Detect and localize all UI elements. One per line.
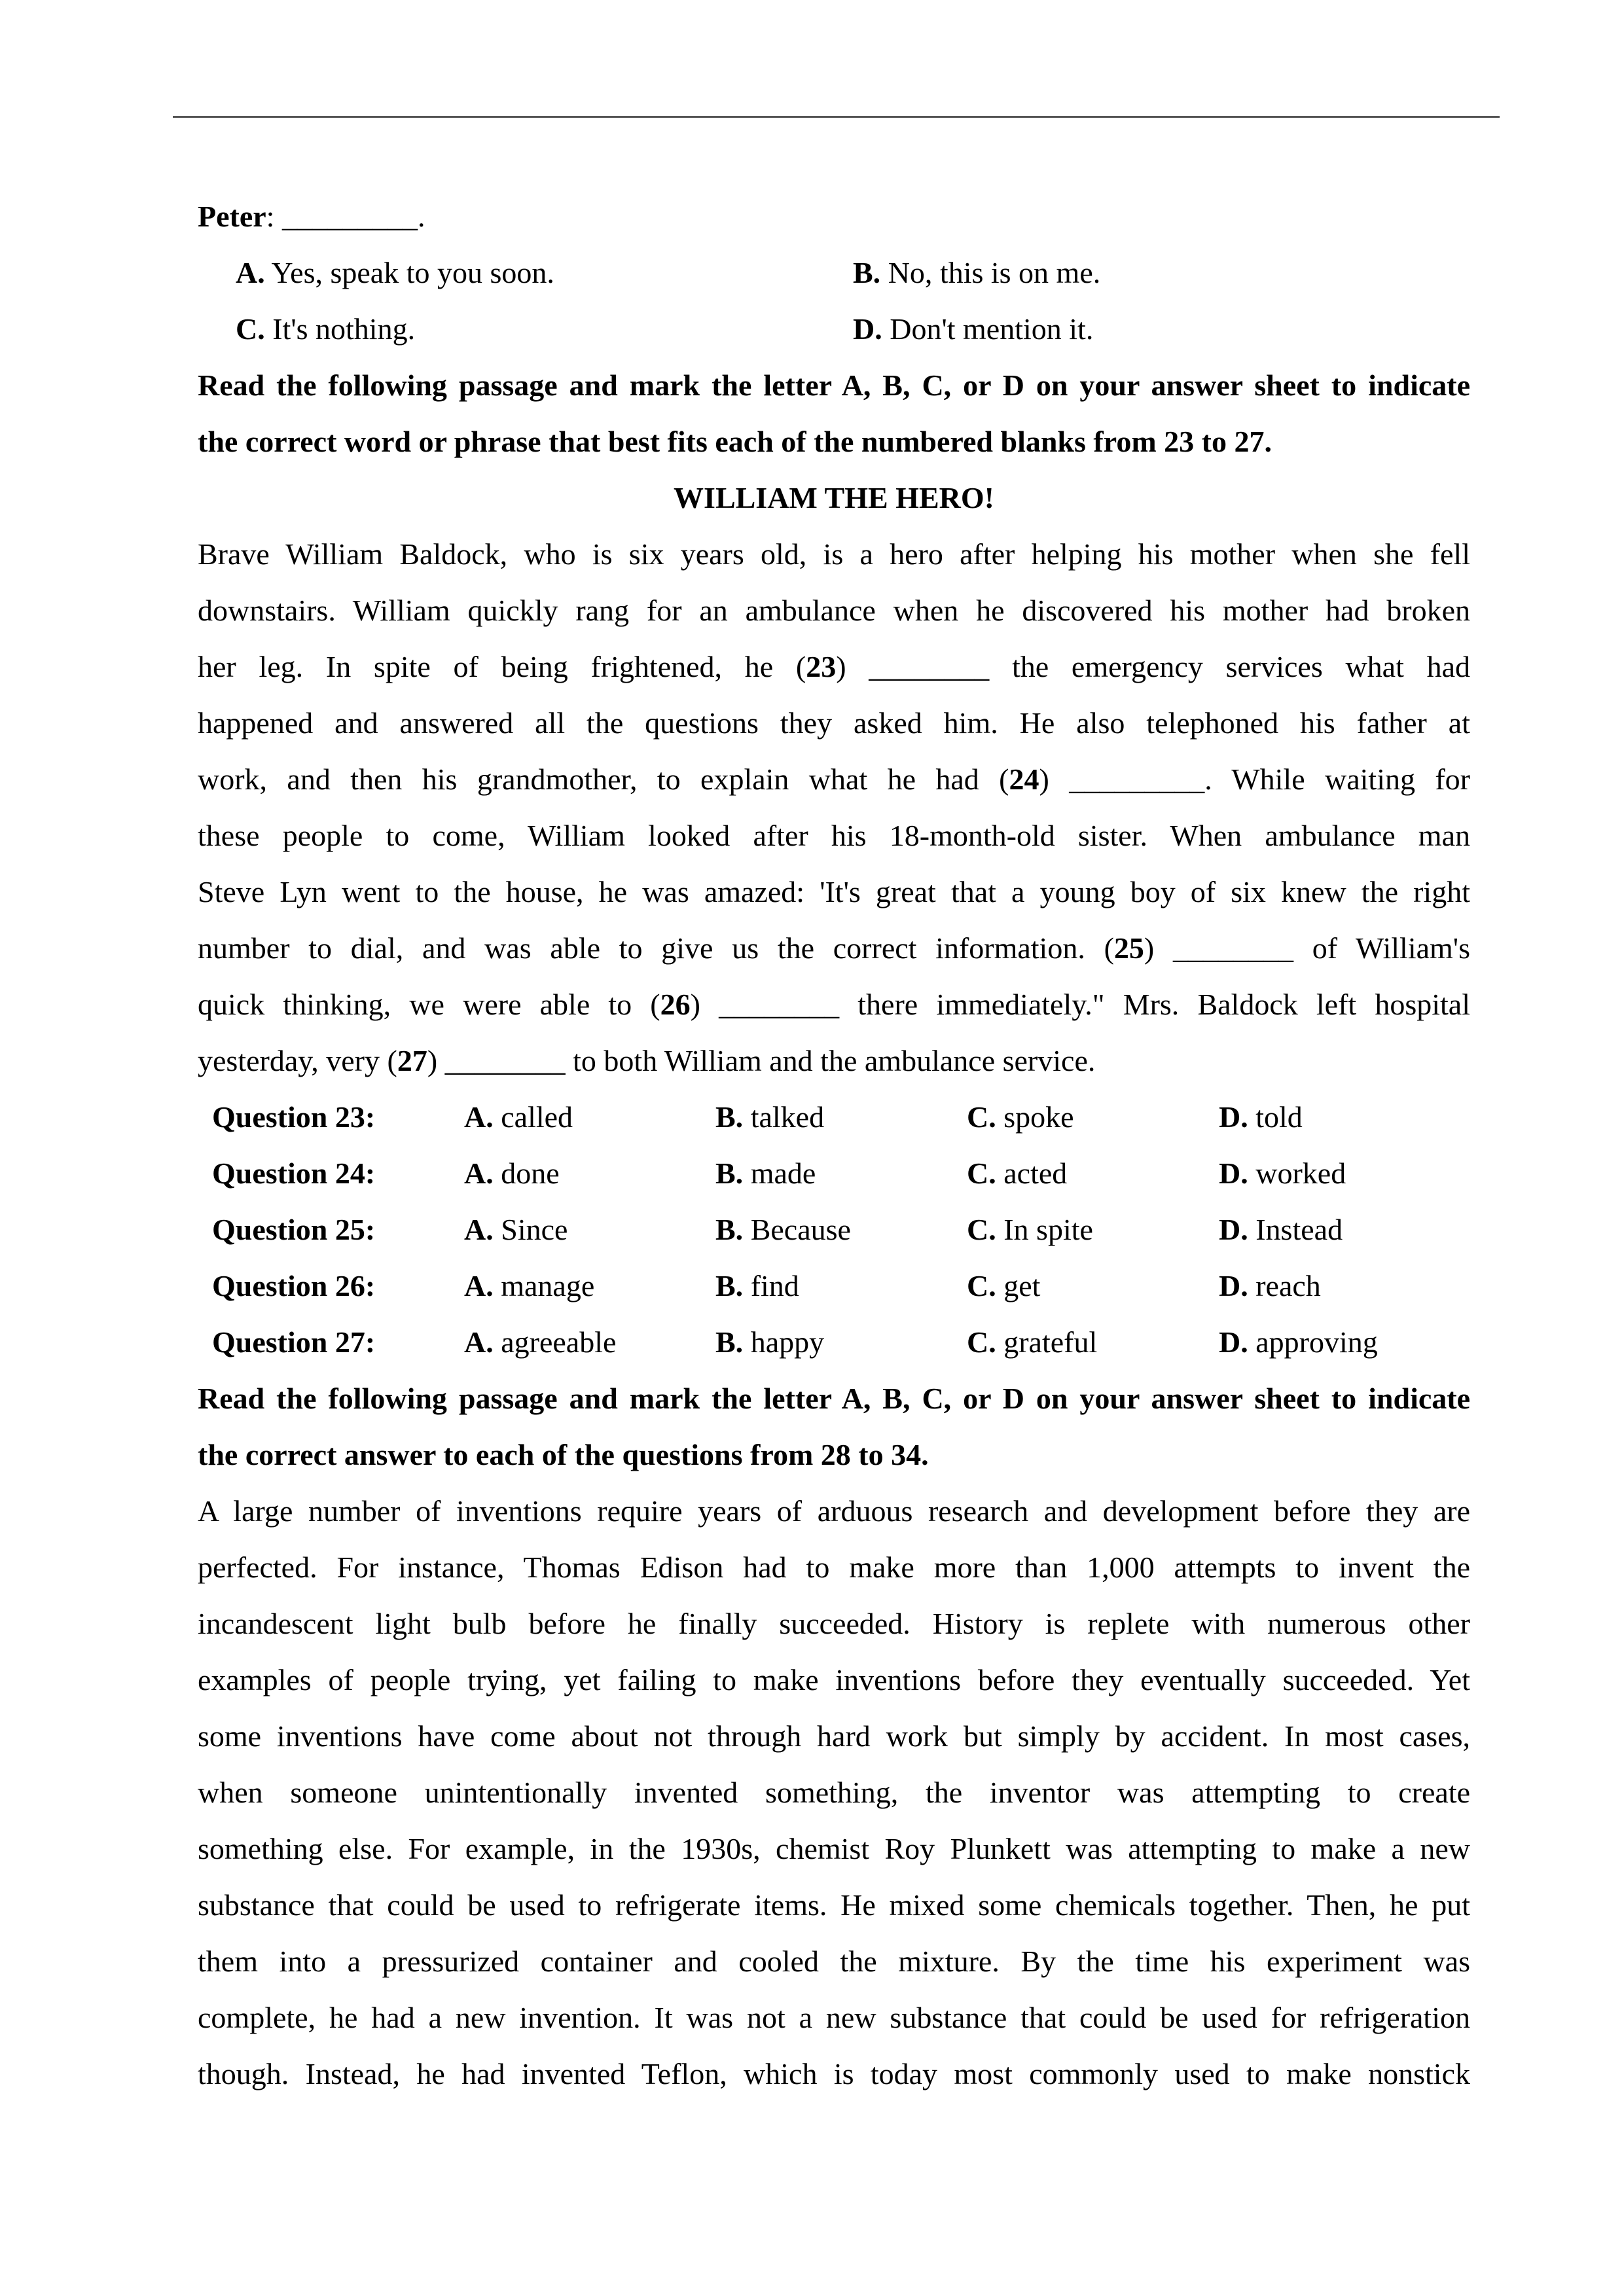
answer-option xyxy=(715,1314,824,1371)
passage-title: WILLIAM THE HERO! xyxy=(674,481,994,514)
question-table xyxy=(198,1089,1470,1371)
passage-line: them into a pressurized container and cooled the mixture. By the time his experiment was xyxy=(198,1945,1470,1978)
passage-line: some inventions have come about not through hard work but simply by accident. In most cases, xyxy=(198,1719,1470,1753)
passage-line: perfected. For instance, Thomas Edison had to make more than 1,000 attempts to invent the xyxy=(198,1551,1470,1584)
passage-2 xyxy=(198,1483,1470,2102)
passage-line xyxy=(198,695,1470,751)
passage-text: ) ________ the emergency services what had xyxy=(836,650,1470,683)
option-text: manage xyxy=(501,1269,595,1302)
answer-option xyxy=(464,1145,560,1202)
instruction-line: Read the following passage and mark the letter A, B, C, or D on your answer sheet to indicate xyxy=(198,1382,1470,1415)
option-text: agreeable xyxy=(501,1325,617,1359)
question-row xyxy=(198,1202,1470,1258)
blank-number: 24 xyxy=(1009,762,1039,796)
answer-option xyxy=(464,1202,568,1258)
question-row xyxy=(198,1145,1470,1202)
option-text: Since xyxy=(501,1213,568,1246)
answer-option xyxy=(715,1258,799,1314)
option-letter: A. xyxy=(464,1213,494,1246)
passage-line xyxy=(198,920,1470,977)
option-text: done xyxy=(501,1157,560,1190)
passage-text: her leg. In spite of being frightened, he ( xyxy=(198,650,806,683)
instruction-line: Read the following passage and mark the letter A, B, C, or D on your answer sheet to indicate xyxy=(198,368,1470,402)
answer-option xyxy=(464,1258,594,1314)
option-text: reach xyxy=(1255,1269,1321,1302)
option-letter: A. xyxy=(464,1100,494,1134)
passage-text: ) ________ of William's xyxy=(1144,931,1470,965)
option-a: Yes, speak to you soon. xyxy=(271,256,554,289)
passage-text: these people to come, William looked after his 18-month-old sister. When ambulance man xyxy=(198,819,1470,852)
options-row-cd: C. It's nothing. D. Don't mention it. xyxy=(236,312,1094,346)
option-text: find xyxy=(750,1269,799,1302)
option-text: talked xyxy=(750,1100,825,1134)
blank-number: 25 xyxy=(1113,931,1144,965)
option-text: get xyxy=(1003,1269,1041,1302)
passage-text: Brave William Baldock, who is six years old, is a hero after helping his mother when she fell xyxy=(198,537,1470,571)
answer-option xyxy=(967,1145,1067,1202)
page-content xyxy=(198,188,1470,2102)
option-letter: B. xyxy=(715,1325,744,1359)
option-text: Instead xyxy=(1255,1213,1343,1246)
answer-option xyxy=(1219,1145,1346,1202)
option-d: Don't mention it. xyxy=(890,312,1094,346)
answer-option xyxy=(967,1089,1074,1145)
answer-option xyxy=(464,1089,573,1145)
option-letter: A. xyxy=(464,1269,494,1302)
question-label: Question 24: xyxy=(212,1157,376,1190)
option-letter: B. xyxy=(715,1100,744,1134)
option-text: made xyxy=(750,1157,816,1190)
instruction-line: the correct answer to each of the questions from 28 to 34. xyxy=(198,1438,929,1471)
question-label: Question 23: xyxy=(212,1100,376,1134)
passage-line xyxy=(198,864,1470,920)
passage-line: though. Instead, he had invented Teflon, which is today most commonly used to make nonstick xyxy=(198,2057,1470,2090)
instruction-line: the correct word or phrase that best fits each of the numbered blanks from 23 to 27. xyxy=(198,425,1272,458)
question-label: Question 26: xyxy=(212,1269,376,1302)
question-row xyxy=(198,1089,1470,1145)
answer-option xyxy=(967,1314,1097,1371)
passage-line xyxy=(198,639,1470,695)
answer-blank: _________. xyxy=(281,200,425,233)
option-text: Because xyxy=(750,1213,851,1246)
blank-number: 26 xyxy=(660,988,691,1021)
passage-line: substance that could be used to refrigerate items. He mixed some chemicals together. Then, he put xyxy=(198,1888,1470,1922)
answer-option xyxy=(967,1202,1093,1258)
answer-option xyxy=(1219,1202,1343,1258)
option-letter: D. xyxy=(1219,1213,1248,1246)
question-row xyxy=(198,1258,1470,1314)
option-letter: D. xyxy=(1219,1100,1248,1134)
speaker-name: Peter xyxy=(198,200,266,233)
question-row xyxy=(198,1314,1470,1371)
passage-text: work, and then his grandmother, to explain what he had ( xyxy=(198,762,1009,796)
option-text: told xyxy=(1255,1100,1303,1134)
answer-option xyxy=(1219,1314,1378,1371)
option-letter: C. xyxy=(967,1325,996,1359)
passage-text: ) ________ there immediately." Mrs. Baldock left hospital xyxy=(690,988,1470,1021)
option-letter: B. xyxy=(715,1213,744,1246)
passage-line xyxy=(198,977,1470,1033)
passage-text: happened and answered all the questions they asked him. He also telephoned his father at xyxy=(198,706,1470,740)
blank-number: 23 xyxy=(806,650,837,683)
option-letter: C. xyxy=(967,1100,996,1134)
passage-text: ) _________. While waiting for xyxy=(1039,762,1470,796)
passage-1 xyxy=(198,526,1470,1089)
option-text: acted xyxy=(1003,1157,1068,1190)
answer-option xyxy=(1219,1258,1321,1314)
option-text: In spite xyxy=(1003,1213,1093,1246)
passage-text: quick thinking, we were able to ( xyxy=(198,988,660,1021)
option-letter: C. xyxy=(967,1269,996,1302)
answer-option xyxy=(715,1145,816,1202)
option-letter: D. xyxy=(1219,1157,1248,1190)
answer-option xyxy=(464,1314,616,1371)
option-letter: C. xyxy=(967,1213,996,1246)
passage-text: Steve Lyn went to the house, he was amazed: 'It's great that a young boy of six knew the right xyxy=(198,875,1470,908)
options-row-ab: A. Yes, speak to you soon. B. No, this is on me. xyxy=(236,256,1101,289)
passage-line xyxy=(198,808,1470,864)
option-text: worked xyxy=(1255,1157,1346,1190)
passage-line: A large number of inventions require years of arduous research and development before they are xyxy=(198,1494,1470,1528)
option-c: It's nothing. xyxy=(272,312,416,346)
option-letter: B. xyxy=(715,1269,744,1302)
passage-line: when someone unintentionally invented something, the inventor was attempting to create xyxy=(198,1776,1470,1809)
option-text: spoke xyxy=(1003,1100,1074,1134)
passage-line xyxy=(198,751,1470,808)
answer-option xyxy=(967,1258,1040,1314)
option-letter: A. xyxy=(464,1157,494,1190)
blank-number: 27 xyxy=(397,1044,427,1077)
option-text: grateful xyxy=(1003,1325,1098,1359)
option-b: No, this is on me. xyxy=(888,256,1101,289)
dialogue-line: Peter: _________. xyxy=(198,200,425,233)
option-letter: D. xyxy=(1219,1325,1248,1359)
passage-text: ) ________ to both William and the ambulance service. xyxy=(427,1044,1096,1077)
passage-line: examples of people trying, yet failing to make inventions before they eventually succeeded. Yet xyxy=(198,1663,1470,1696)
answer-option xyxy=(1219,1089,1303,1145)
passage-line xyxy=(198,583,1470,639)
option-letter: A. xyxy=(464,1325,494,1359)
passage-line: something else. For example, in the 1930s, chemist Roy Plunkett was attempting to make a new xyxy=(198,1832,1470,1865)
option-letter: B. xyxy=(715,1157,744,1190)
option-letter: C. xyxy=(967,1157,996,1190)
passage-text: yesterday, very ( xyxy=(198,1044,397,1077)
answer-option xyxy=(715,1202,851,1258)
option-text: happy xyxy=(750,1325,825,1359)
option-text: approving xyxy=(1255,1325,1378,1359)
option-text: called xyxy=(501,1100,573,1134)
answer-option xyxy=(715,1089,824,1145)
passage-line xyxy=(198,1033,1470,1089)
passage-line xyxy=(198,526,1470,583)
header-rule xyxy=(173,116,1500,118)
question-label: Question 25: xyxy=(212,1213,376,1246)
passage-text: downstairs. William quickly rang for an ambulance when he discovered his mother had broken xyxy=(198,594,1470,627)
question-label: Question 27: xyxy=(212,1325,376,1359)
passage-line: incandescent light bulb before he finally succeeded. History is replete with numerous other xyxy=(198,1607,1470,1640)
passage-text: number to dial, and was able to give us the correct information. ( xyxy=(198,931,1114,965)
option-letter: D. xyxy=(1219,1269,1248,1302)
passage-line: complete, he had a new invention. It was not a new substance that could be used for refrigeration xyxy=(198,2001,1470,2034)
